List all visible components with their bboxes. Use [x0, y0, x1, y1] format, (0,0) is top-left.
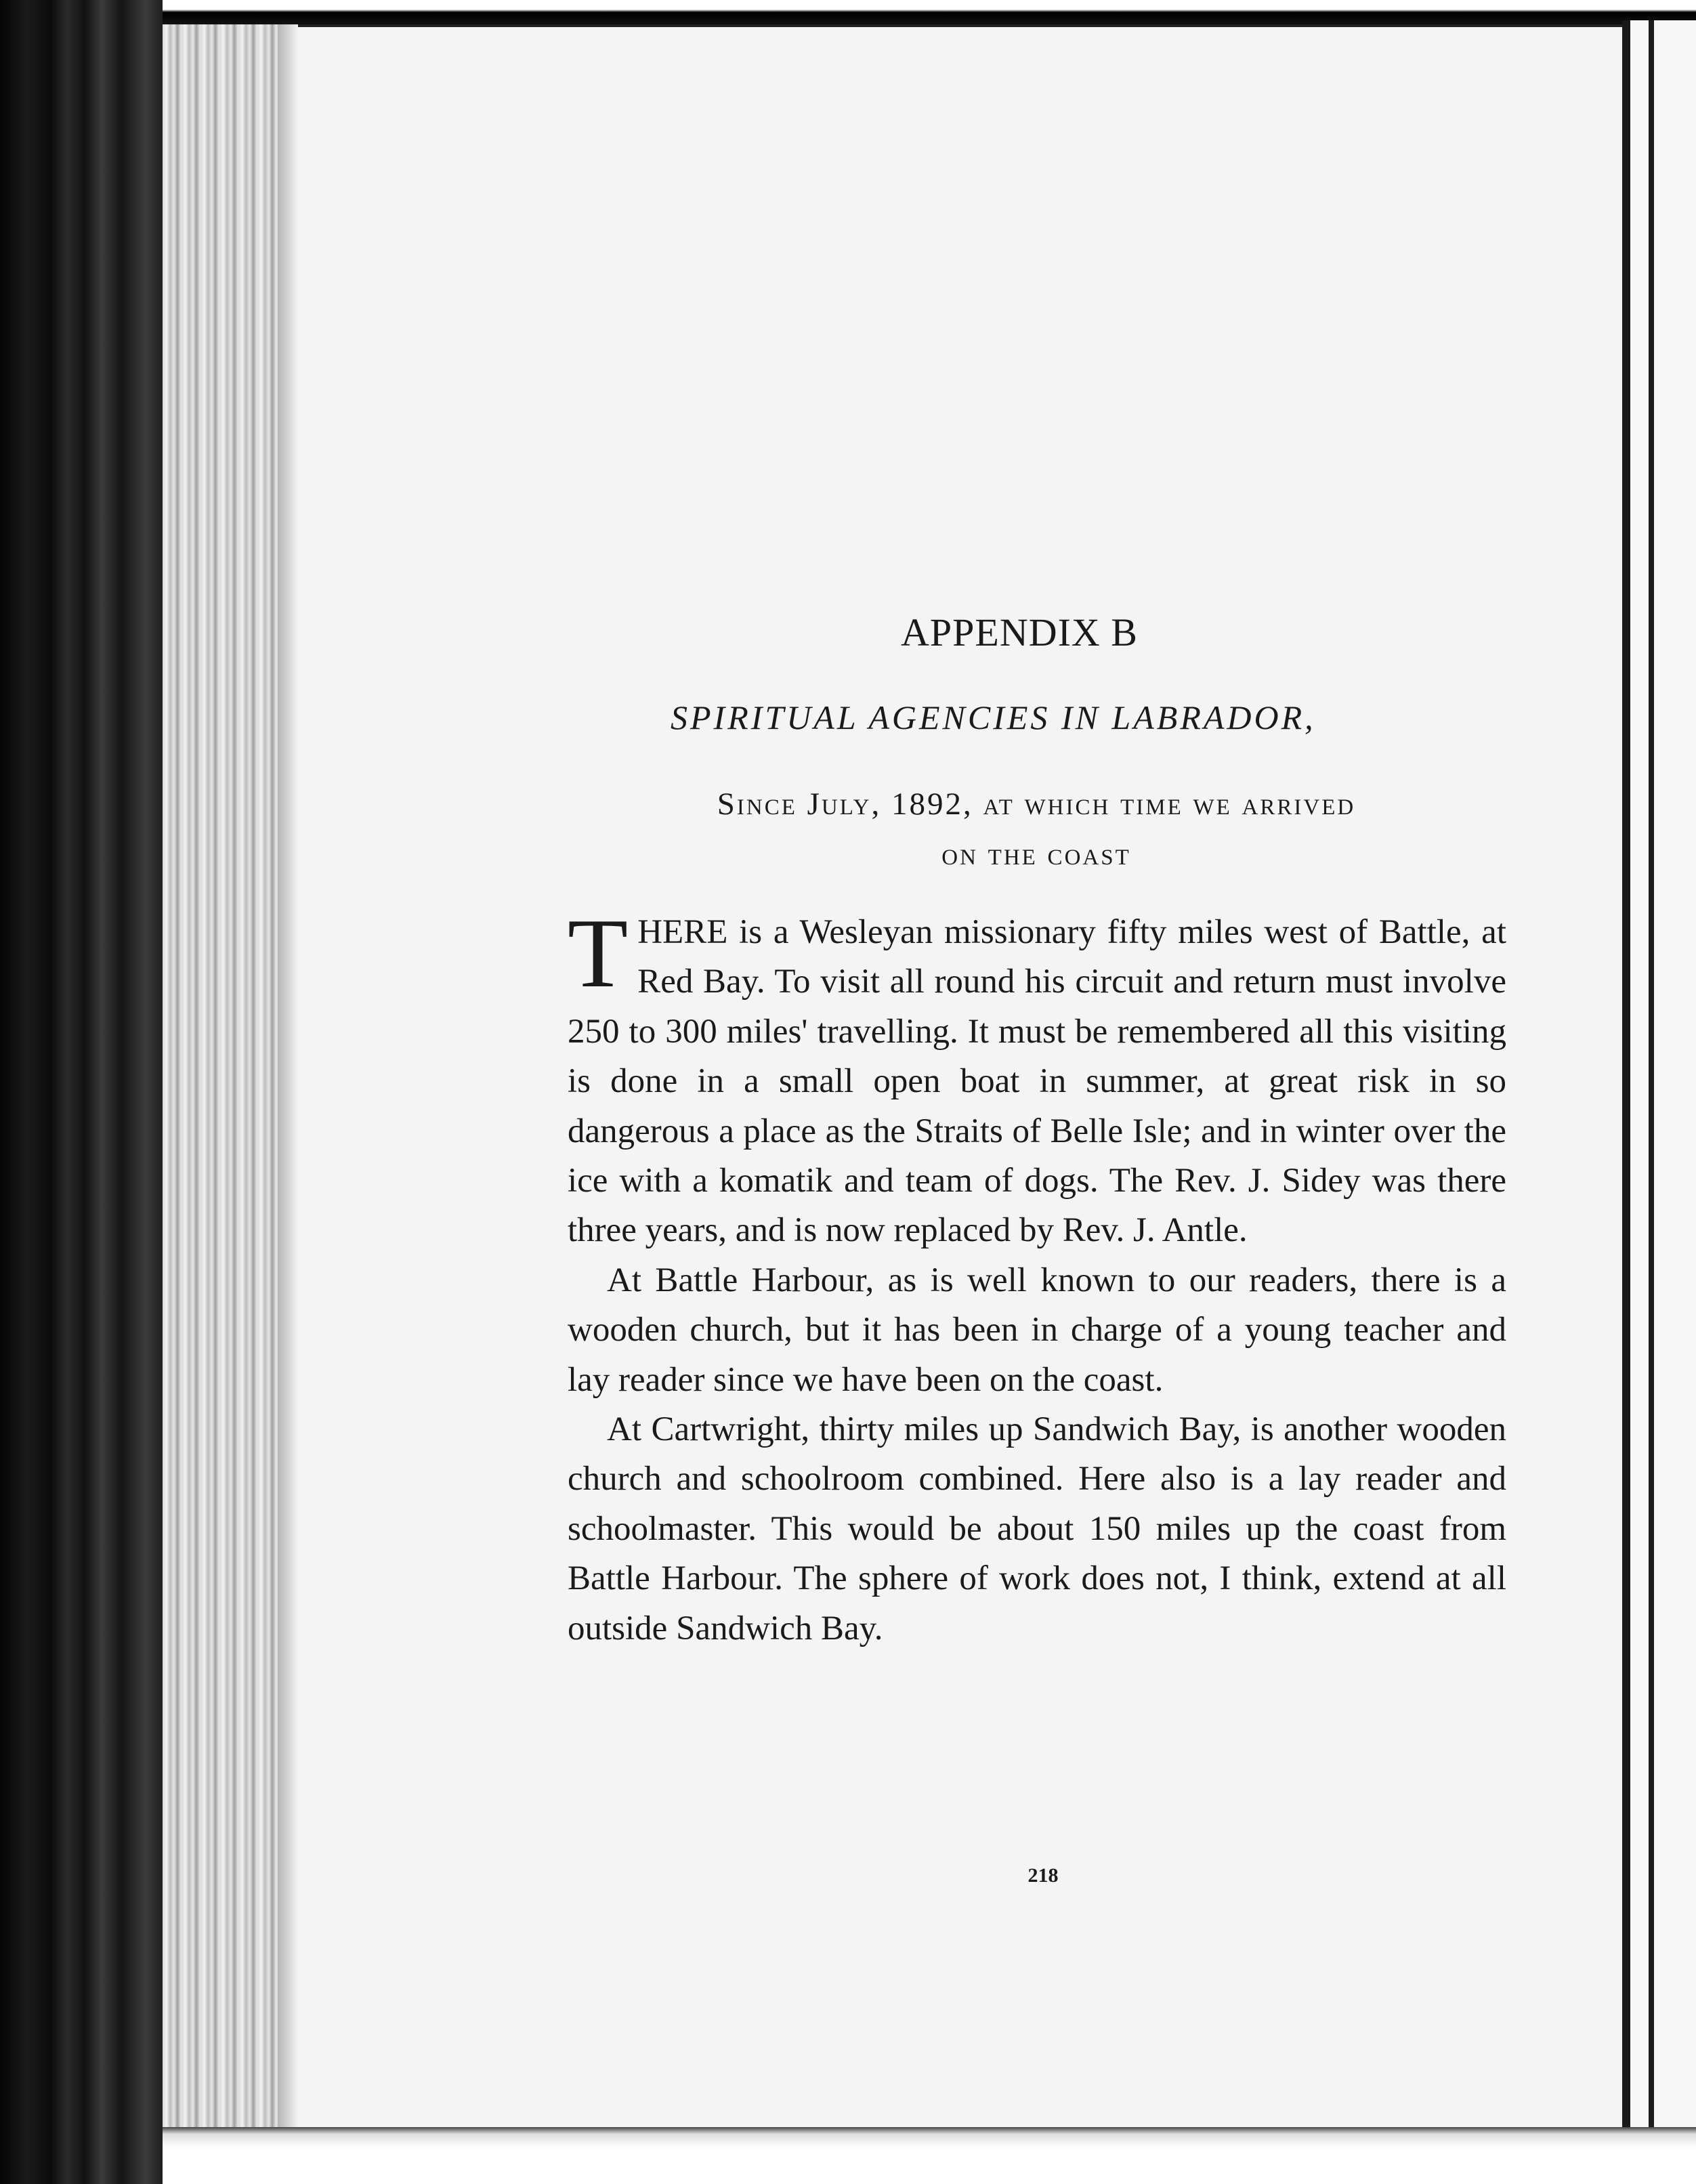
drop-cap: T	[568, 898, 629, 1008]
facing-page	[1630, 20, 1696, 2127]
page-edges	[163, 20, 280, 2134]
body-text	[568, 898, 1506, 1654]
paragraph-1-text: HERE is a Wesleyan missionary fifty miles west of Battle, at Red Bay. To visit all round his circuit and return must involve 250 to 300 miles' travelling. It must be remembered all this visiting is done in a small open boat in summer, at great risk in so dangerous a place as the Straits of Belle Isle; and in winter over the ice with a komatik and team of dogs. The Rev. J. Sidey was there three years, and is now replaced by Rev. J. Antle.	[568, 913, 1506, 1250]
top-edge	[163, 0, 1696, 24]
bottom-edge	[163, 2127, 1696, 2184]
page-edge-shadow	[278, 20, 298, 2134]
appendix-subtitle: SPIRITUAL AGENCIES IN LABRADOR,	[671, 698, 1316, 736]
appendix-caption	[610, 779, 1463, 879]
right-gutter	[1622, 20, 1630, 2127]
caption-line-1: Since July, 1892, at which time we arrived	[717, 786, 1356, 822]
paragraph-3: At Cartwright, thirty miles up Sandwich Bay, is another wooden church and schoolroom combined. Here also is a lay reader and schoolmaster. This would be about 150 miles up the coast from Battle Harbour. The sphere of work does not, I think, extend at all outside Sandwich Bay.	[568, 1410, 1506, 1647]
paragraph-2: At Battle Harbour, as is well known to our readers, there is a wooden church, but it has been in charge of a young teacher and lay reader since we have been on the coast.	[568, 1261, 1506, 1399]
appendix-heading: APPENDIX B	[901, 610, 1138, 654]
caption-line-2: on the coast	[941, 837, 1131, 872]
page-number: 218	[1027, 1864, 1059, 1887]
book-binding	[0, 0, 163, 2184]
facing-page-edge	[1649, 20, 1654, 2127]
paragraph-1	[568, 898, 1506, 1256]
